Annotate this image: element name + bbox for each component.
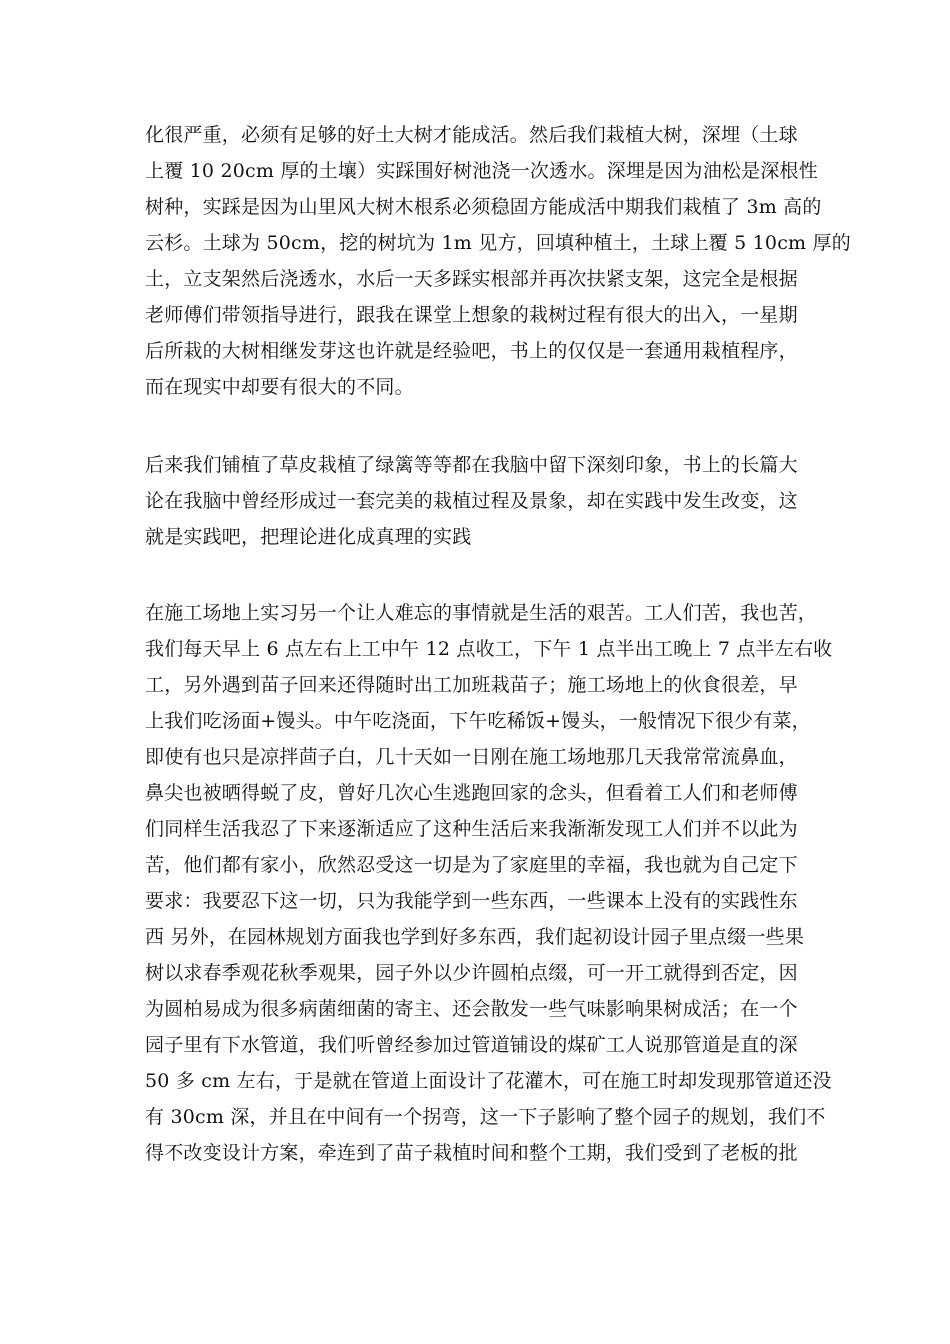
text-line: 树种，实踩是因为山里风大树木根系必须稳固方能成活中期我们栽植了 3m 高的 [145,196,822,218]
text-line: 老师傅们带领指导进行，跟我在课堂上想象的栽树过程有很大的出入，一星期 [145,304,798,326]
text-line: 后所栽的大树相继发芽这也许就是经验吧，书上的仅仅是一套通用栽植程序， [145,340,798,362]
text-line: 即使有也只是凉拌茴子白，几十天如一日刚在施工场地那几天我常常流鼻血， [145,746,798,768]
text-line: 我们每天早上 6 点左右上工中午 12 点收工，下午 1 点半出工晚上 7 点半左右收 [145,638,833,660]
text-line: 上覆 10 20cm 厚的土壤）实踩围好树池浇一次透水。深埋是因为油松是深根性 [145,160,818,182]
text-line: 50 多 cm 左右，于是就在管道上面设计了花灌木，可在施工时却发现那管道还没 [145,1070,832,1092]
text-line: 西 另外，在园林规划方面我也学到好多东西，我们起初设计园子里点缀一些果 [145,926,805,948]
text-line: 工，另外遇到苗子回来还得随时出工加班栽苗子；施工场地上的伙食很差，早 [145,674,798,696]
text-line: 而在现实中却要有很大的不同。 [145,376,414,398]
text-line: 云杉。土球为 50cm，挖的树坑为 1m 见方，回填种植土，土球上覆 5 10cm 厚的 [145,232,851,254]
text-line: 就是实践吧，把理论进化成真理的实践 [145,526,472,548]
text-line: 要求：我要忍下这一切，只为我能学到一些东西，一些课本上没有的实践性东 [145,890,798,912]
text-line: 们同样生活我忍了下来逐渐适应了这种生活后来我渐渐发现工人们并不以此为 [145,818,798,840]
text-line: 得不改变设计方案，牵连到了苗子栽植时间和整个工期，我们受到了老板的批 [145,1142,798,1164]
text-line: 园子里有下水管道，我们听曾经参加过管道铺设的煤矿工人说那管道是直的深 [145,1034,798,1056]
text-line: 树以求春季观花秋季观果，园子外以少许圆柏点缀，可一开工就得到否定，因 [145,962,798,984]
text-line: 苦，他们都有家小，欣然忍受这一切是为了家庭里的幸福，我也就为自己定下 [145,854,798,876]
text-line: 有 30cm 深，并且在中间有一个拐弯，这一下子影响了整个园子的规划，我们不 [145,1106,826,1128]
text-line: 后来我们铺植了草皮栽植了绿篱等等都在我脑中留下深刻印象，书上的长篇大 [145,454,798,476]
text-line: 鼻尖也被晒得蜕了皮，曾好几次心生逃跑回家的念头，但看着工人们和老师傅 [145,782,798,804]
text-line: 论在我脑中曾经形成过一套完美的栽植过程及景象，却在实践中发生改变，这 [145,490,798,512]
text-line: 上我们吃汤面+馒头。中午吃浇面，下午吃稀饭+馒头，一般情况下很少有菜， [145,710,811,732]
text-line: 为圆柏易成为很多病菌细菌的寄主、还会散发一些气味影响果树成活；在一个 [145,998,798,1020]
text-line: 化很严重，必须有足够的好土大树才能成活。然后我们栽植大树，深埋（土球 [145,124,798,146]
text-line: 土，立支架然后浇透水，水后一天多踩实根部并再次扶紧支架，这完全是根据 [145,268,798,290]
text-line: 在施工场地上实习另一个让人难忘的事情就是生活的艰苦。工人们苦，我也苦， [145,602,818,624]
